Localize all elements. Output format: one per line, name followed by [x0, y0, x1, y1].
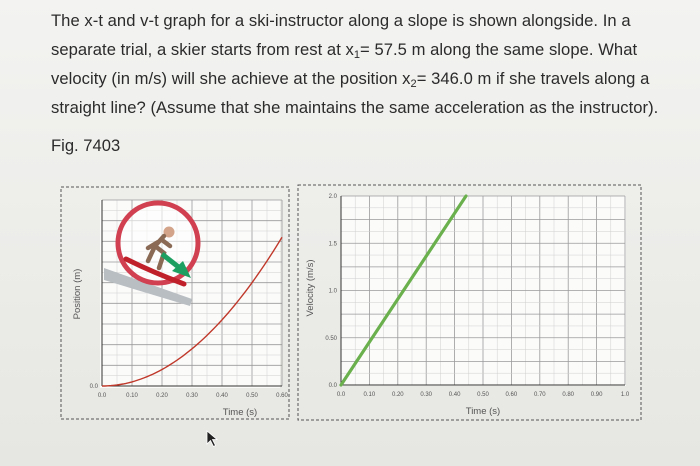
vt-x-tick-label: 0.20 [391, 392, 404, 398]
mouse-cursor-icon [205, 430, 219, 448]
vt-x-axis-label: Time (s) [465, 406, 501, 417]
vt-x-tick-label: 0.70 [533, 392, 546, 398]
xt-x-tick-label: 0.50 [246, 393, 258, 399]
xt-x-tick-label: 0.20 [156, 393, 168, 399]
vt-x-tick-label: 0.50 [477, 392, 489, 398]
vt-y-tick-label: 0.50 [325, 335, 337, 342]
vt-y-tick-label: 0.0 [328, 383, 337, 389]
vt-y-tick-label: 1.5 [328, 241, 337, 248]
vt-x-tick-label: 0.0 [336, 392, 346, 398]
position-time-chart [60, 186, 292, 422]
x2-subscript: 2 [410, 78, 417, 90]
xt-y-axis-label: Position (m) [72, 268, 83, 320]
xt-x-tick-label: 0.0 [97, 393, 107, 399]
xt-x-tick-label: 0.10 [126, 393, 138, 399]
vt-x-tick-label: 1.0 [620, 392, 630, 398]
figure-label: Fig. 7403 [51, 136, 121, 155]
vt-x-tick-label: 0.10 [363, 392, 376, 398]
xt-x-tick-label: 0.60 [276, 393, 288, 399]
vt-y-axis-label: Velocity (m/s) [305, 259, 316, 317]
x1-subscript: 1 [353, 49, 361, 61]
question-text [51, 6, 691, 122]
question-line-2: separate trial, a skier starts from rest at $x_1= 57.5$ m along the same slope. What [51, 40, 638, 61]
xt-x-axis-label: Time (s) [222, 407, 258, 418]
vt-x-tick-label: 0.40 [448, 392, 461, 398]
question-line-3: velocity (in m/s) will she achieve at the position $x_2= 346.0$ m if she travels along a [51, 69, 650, 90]
vt-x-tick-label: 0.30 [420, 392, 433, 398]
xt-x-tick-label: 0.40 [216, 393, 228, 399]
vt-y-tick-label: 1.0 [328, 288, 337, 295]
xt-y-tick-label: 0.0 [89, 384, 98, 390]
question-line-1: The x-t and v-t graph for a ski-instructor along a slope is shown alongside. In a [51, 11, 631, 30]
xt-x-tick-label: 0.30 [186, 393, 198, 399]
vt-x-tick-label: 0.60 [505, 392, 518, 398]
vt-grid [341, 196, 625, 385]
vt-x-tick-label: 0.90 [590, 392, 603, 398]
velocity-time-chart [297, 184, 645, 424]
vt-x-tick-label: 0.80 [562, 392, 575, 398]
vt-y-tick-label: 2.0 [328, 194, 337, 200]
question-line-4: straight line? (Assume that she maintains the same acceleration as the instructor). [51, 98, 659, 117]
